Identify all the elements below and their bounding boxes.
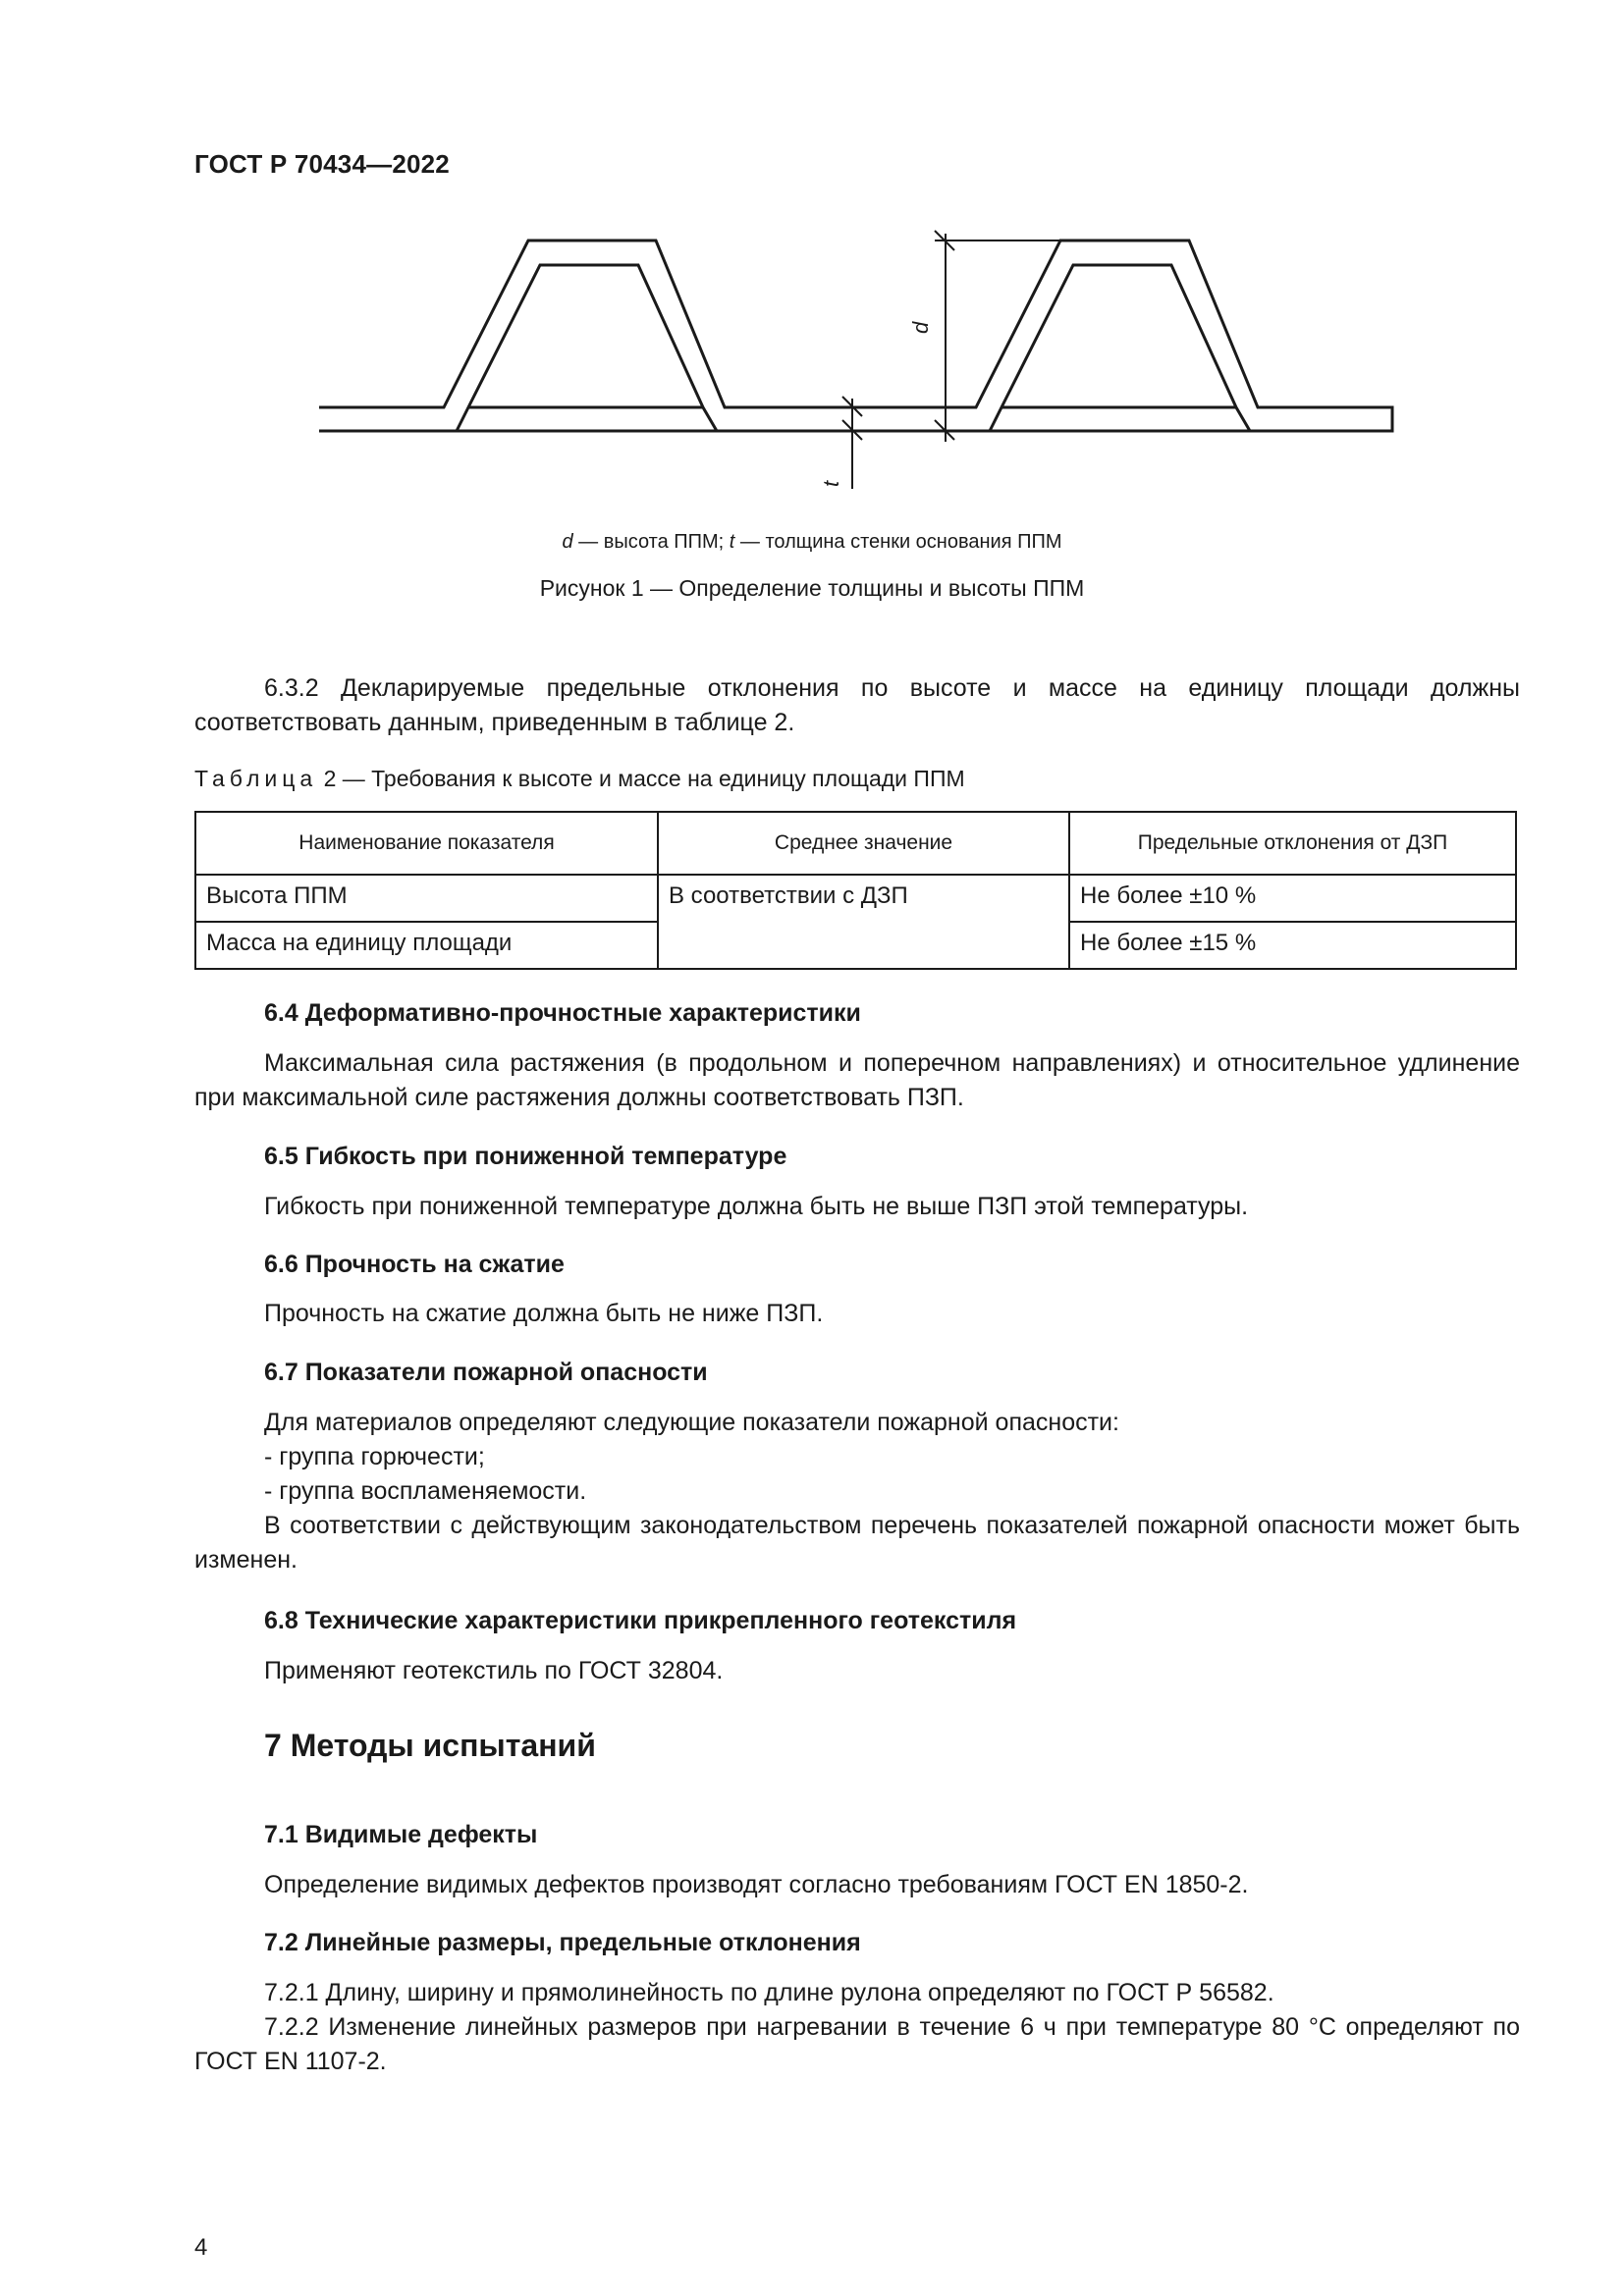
paragraph-6-3-2: 6.3.2 Декларируемые предельные отклонения по высоте и массе на единицу площади должны соответствовать данным, приведенным в таблице 2. <box>194 674 1520 736</box>
table-caption-rest: 2 — Требования к высоте и массе на единицу площади ППМ <box>317 766 965 791</box>
paragraph-6-4: Максимальная сила растяжения (в продольном и поперечном направлениях) и относительное удлинение при максимальной силе растяжения должны соответствовать ПЗП. <box>194 1049 1520 1111</box>
figure-legend <box>0 531 1624 554</box>
heading-6-5: 6.5 Гибкость при пониженной температуре <box>264 1143 787 1170</box>
table-cell-merged: В соответствии с ДЗП <box>658 875 1069 969</box>
paragraph-6-7-intro: Для материалов определяют следующие показатели пожарной опасности: <box>264 1409 1119 1436</box>
legend-d-symbol: d <box>562 531 573 553</box>
heading-6-7: 6.7 Показатели пожарной опасности <box>264 1359 708 1386</box>
table-2-caption <box>194 766 965 792</box>
heading-7-2: 7.2 Линейные размеры, предельные отклонения <box>264 1929 861 1956</box>
table-cell: Не более ±10 % <box>1069 875 1516 922</box>
legend-d-text: — высота ППМ; <box>572 531 730 553</box>
heading-6-6: 6.6 Прочность на сжатие <box>264 1251 565 1278</box>
heading-section-7: 7 Методы испытаний <box>264 1728 596 1763</box>
table-row <box>195 875 1516 922</box>
document-header: ГОСТ Р 70434—2022 <box>194 149 450 179</box>
list-item: - группа горючести; <box>264 1443 485 1470</box>
table-header-cell: Наименование показателя <box>195 812 658 875</box>
table-cell: Не более ±15 % <box>1069 922 1516 969</box>
heading-6-8: 6.8 Технические характеристики прикрепленного геотекстиля <box>264 1607 1017 1634</box>
paragraph-6-7: В соответствии с действующим законодательством перечень показателей пожарной опасности может быть изменен. <box>194 1512 1520 1574</box>
table-header-cell: Предельные отклонения от ДЗП <box>1069 812 1516 875</box>
table-header-row <box>195 812 1516 875</box>
legend-t-text: — толщина стенки основания ППМ <box>734 531 1062 553</box>
profile-outer-line <box>319 240 1392 431</box>
paragraph-6-5: Гибкость при пониженной температуре должна быть не выше ПЗП этой температуры. <box>264 1193 1249 1220</box>
paragraph-7-1: Определение видимых дефектов производят согласно требованиям ГОСТ EN 1850-2. <box>264 1871 1249 1898</box>
legend-t-symbol: t <box>729 531 735 553</box>
list-item: - группа воспламеняемости. <box>264 1477 587 1505</box>
table-header-cell: Среднее значение <box>658 812 1069 875</box>
figure-caption: Рисунок 1 — Определение толщины и высоты ППМ <box>539 575 1085 601</box>
paragraph-7-2-2: 7.2.2 Изменение линейных размеров при нагревании в течение 6 ч при температуре 80 °C определяют по ГОСТ EN 1107-2. <box>194 2013 1520 2075</box>
table-caption-word: Таблица <box>194 766 318 791</box>
heading-6-4: 6.4 Деформативно-прочностные характеристики <box>264 999 861 1027</box>
heading-7-1: 7.1 Видимые дефекты <box>264 1821 538 1848</box>
paragraph-6-6: Прочность на сжатие должна быть не ниже ПЗП. <box>264 1300 824 1327</box>
table-cell: Высота ППМ <box>195 875 658 922</box>
table-2 <box>194 811 1517 970</box>
paragraph-6-8: Применяют геотекстиль по ГОСТ 32804. <box>264 1657 724 1684</box>
dimension-t-label: t <box>819 480 843 487</box>
figure-1-profile-drawing <box>314 224 1404 508</box>
table-cell: Масса на единицу площади <box>195 922 658 969</box>
paragraph-7-2-1: 7.2.1 Длину, ширину и прямолинейность по длине рулона определяют по ГОСТ Р 56582. <box>264 1979 1274 2006</box>
dimension-d-label: d <box>908 321 933 334</box>
page-number: 4 <box>194 2234 208 2261</box>
